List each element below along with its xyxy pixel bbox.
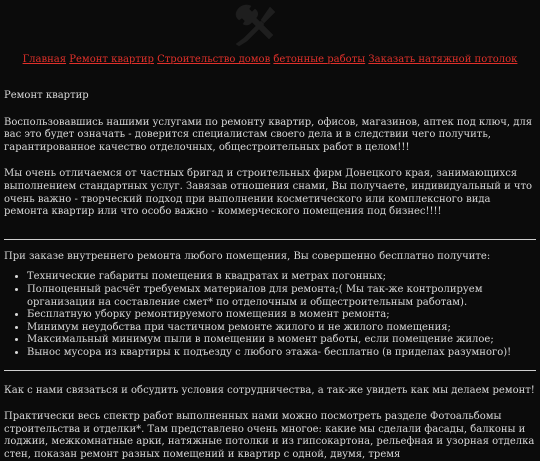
list-item: • Полноценный расчёт требуемых материалов для ремонта;( Мы так-же контролируем организации на составление смет* по отделочным и общестроительным работам). <box>27 284 536 309</box>
main-nav <box>0 54 540 68</box>
portfolio-paragraph: Практически весь спектр работ выполненных нами можно посмотреть разделе Фотоальбомы строительства и отделки*. Там представлено очень многое: какие мы сделали фасады, балконы и лоджии, межкомнатные арки, натяжные потолки и из гипсокартона, рельефная и узорная отделка стен, показан ремонт разных помещений и квартир с одной, двумя, тремя <box>4 411 535 460</box>
list-item: • Технические габариты помещения в квадратах и метрах погонных; <box>27 271 536 284</box>
list-item: • Вынос мусора из квартиры к подъезду с любого этажа- бесплатно (в приделах разумного)! <box>27 347 536 360</box>
nav-item-home[interactable]: Главная <box>22 54 67 65</box>
main-content <box>0 68 540 461</box>
nav-item-stretch-ceiling[interactable]: Заказать натяжной потолок <box>368 54 518 65</box>
wrench-screwdriver-icon <box>233 4 277 48</box>
intro-paragraph: Воспользовавшись нашими услугами по ремонту квартир, офисов, магазинов, аптек под ключ, для вас это будет означать - доверится специалистам своего дела и в следствии чего получить, гарантированное качество отделочных, общестроительных работ в целом!!! <box>4 116 533 153</box>
free-services-heading: При заказе внутреннего ремонта любого помещения, Вы совершенно бесплатно получите: <box>4 250 491 262</box>
page-title: Ремонт квартир <box>4 90 89 101</box>
list-item: • Максимальный минимум пыли в помещении в момент работы, если помещение жилое; <box>27 334 536 347</box>
list-item: • Минимум неудобства при частичном ремонте жилого и не жилого помещения; <box>27 322 536 335</box>
free-services-list <box>4 271 536 359</box>
nav-item-house-construction[interactable]: Строительство домов <box>157 54 271 65</box>
contact-paragraph: Как с нами связаться и обсудить условия сотрудничества, а так-же увидеть как мы делаем ремонт! <box>4 384 535 396</box>
difference-paragraph: Мы очень отличаемся от частных бригад и строительных фирм Донецкого края, занимающихся выполнением стандартных услуг. Завязав отношения снами, Вы получаете, индивидуальный и что очень важно - творческий подход при выполнении косметического или комплексного вида ремонта квартир или что особо важно - коммерческого помещения под бизнес!!!! <box>4 168 533 218</box>
site-header <box>0 0 540 54</box>
list-item: • Бесплатную уборку ремонтируемого помещения в момент ремонта; <box>27 309 536 322</box>
nav-item-apartment-repair[interactable]: Ремонт квартир <box>69 54 154 65</box>
nav-item-concrete-works[interactable]: бетонные работы <box>273 54 366 65</box>
